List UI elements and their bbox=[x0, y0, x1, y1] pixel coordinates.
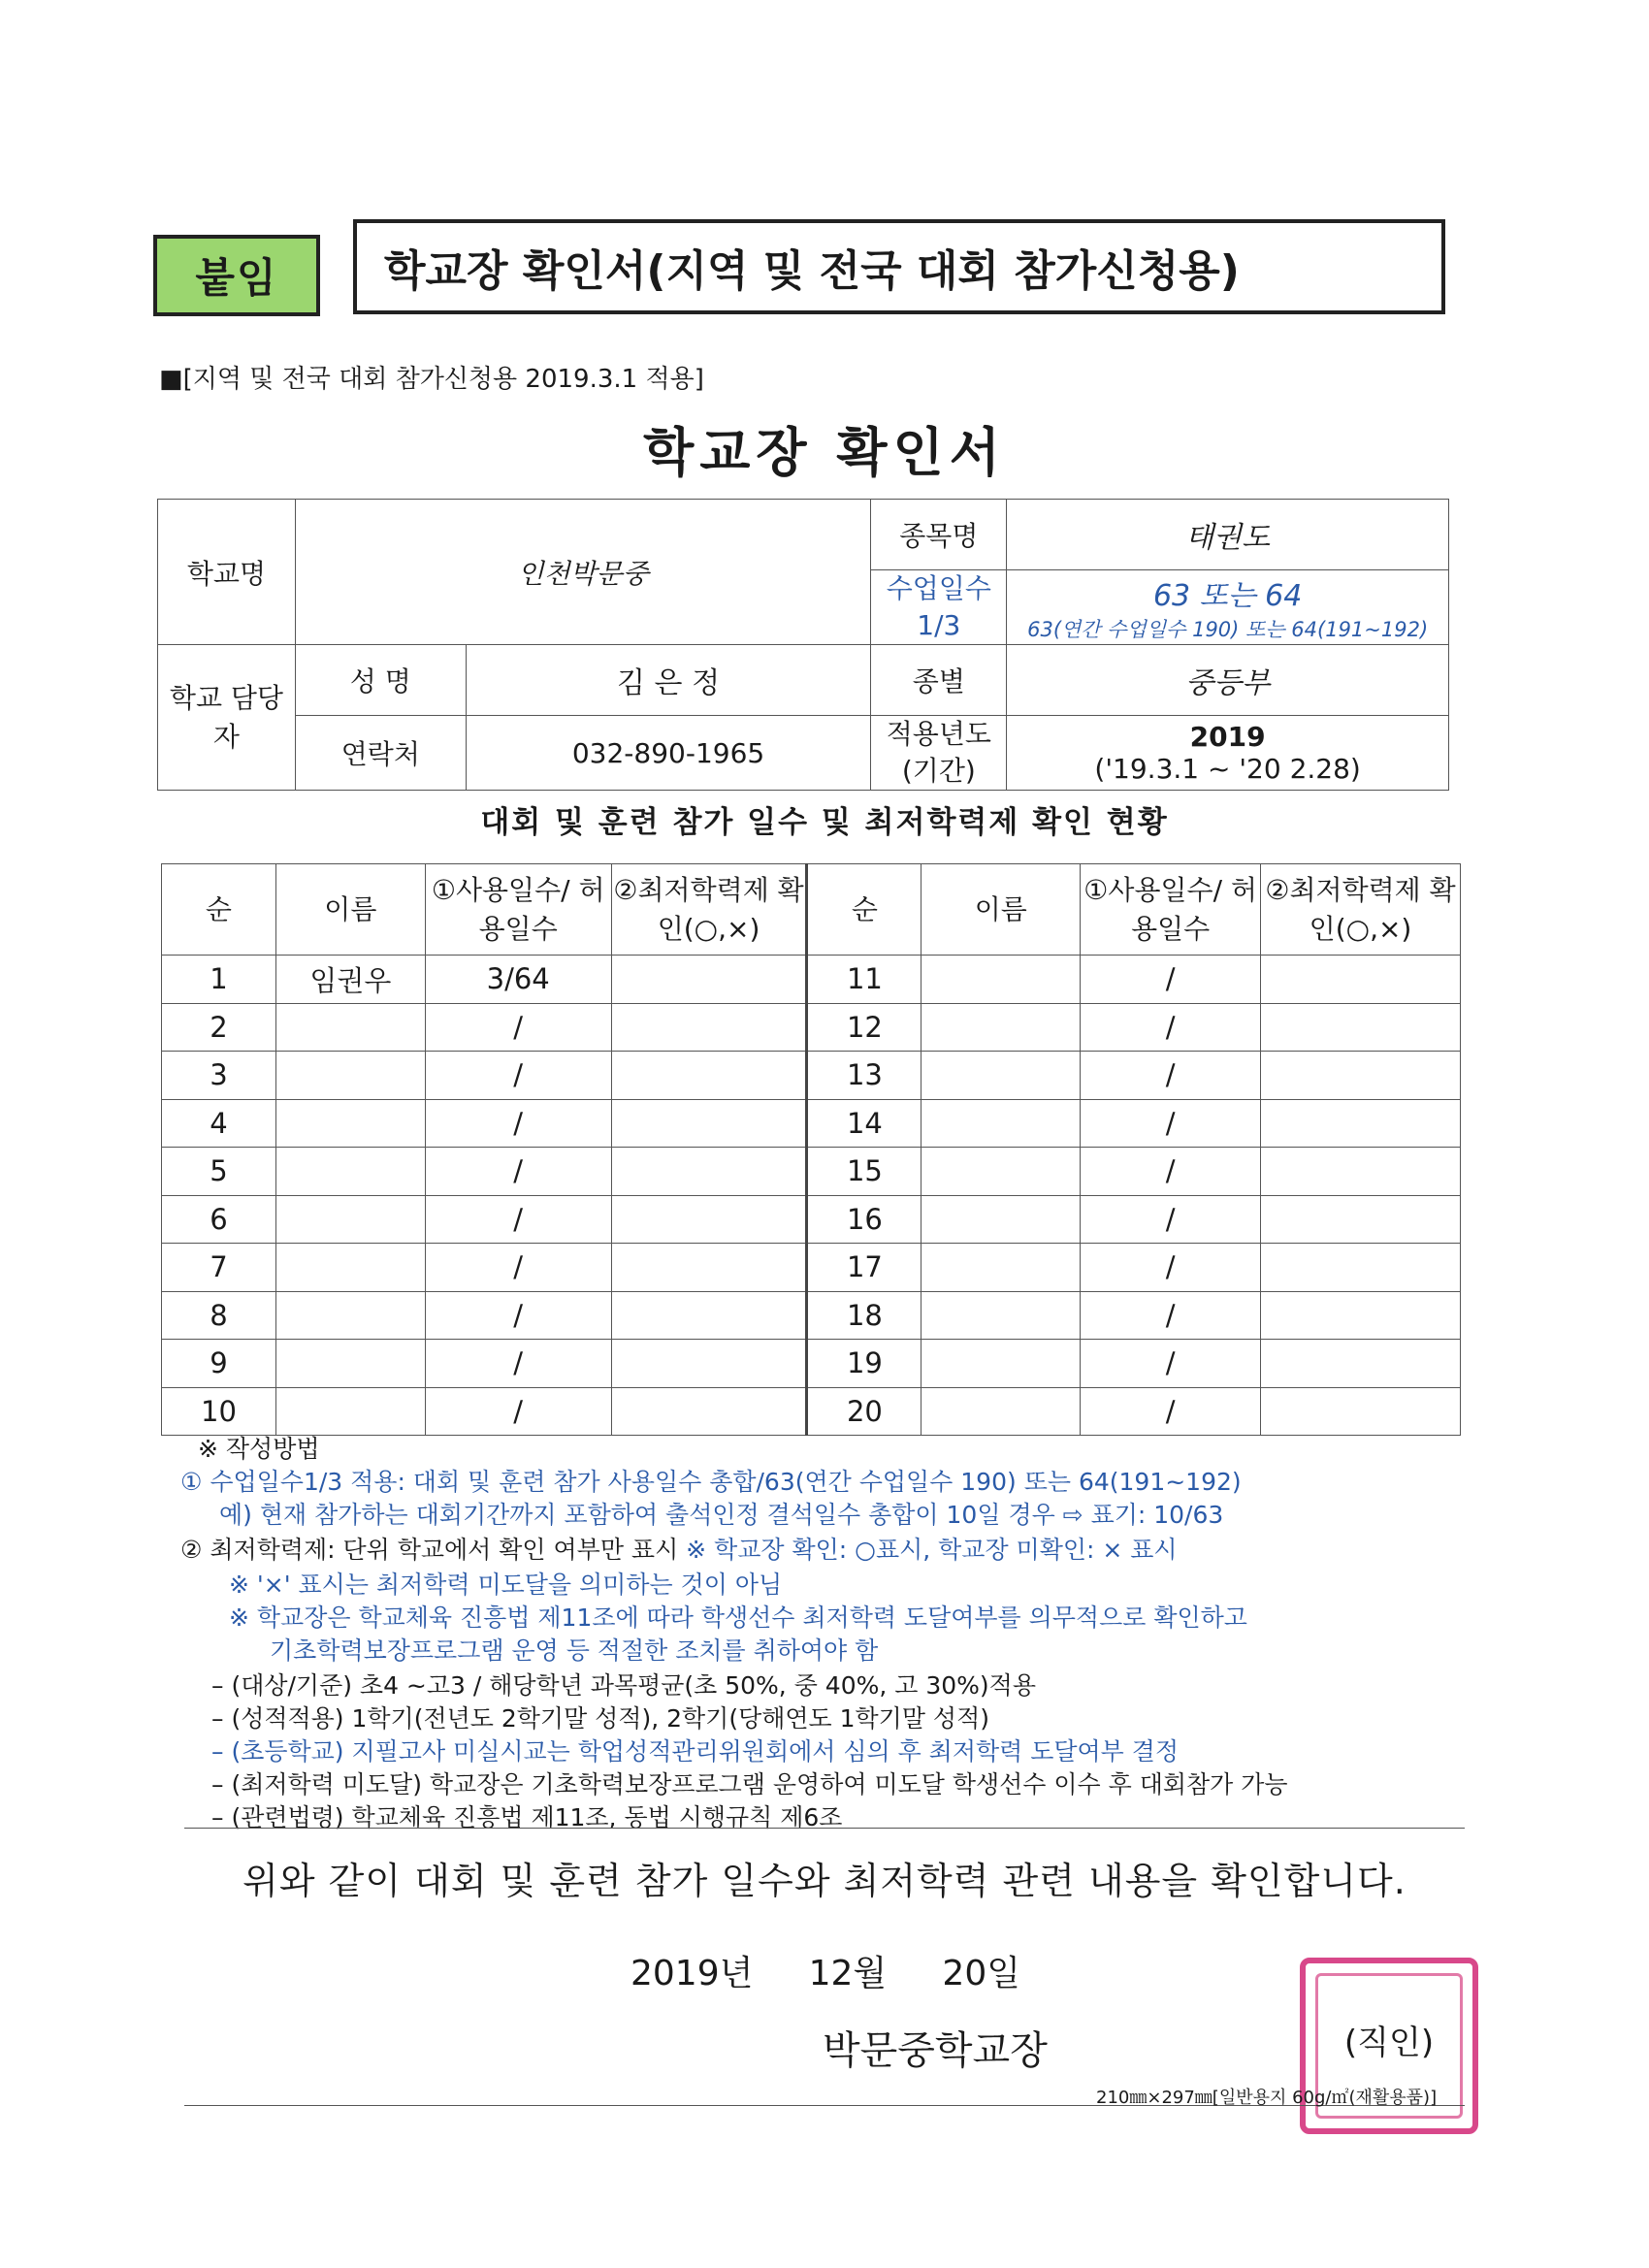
table-row bbox=[162, 1195, 1461, 1244]
row-days: / bbox=[1081, 1052, 1261, 1100]
note-3: ※ '×' 표시는 최저학력 미도달을 의미하는 것이 아님 bbox=[229, 1571, 783, 1599]
row-no: 19 bbox=[807, 1340, 922, 1388]
row-no: 7 bbox=[162, 1244, 276, 1292]
row-name bbox=[275, 1052, 425, 1100]
row-check bbox=[1261, 1340, 1461, 1388]
row-check bbox=[611, 1148, 807, 1196]
row-days: / bbox=[425, 1052, 611, 1100]
row-check bbox=[611, 1099, 807, 1148]
paper-spec: 210㎜×297㎜[일반용지 60g/㎡(재활용품)] bbox=[1096, 2088, 1438, 2108]
principal-name: 박문중학교장 bbox=[823, 2028, 1048, 2073]
row-no: 20 bbox=[807, 1387, 922, 1436]
year-value-main: 2019 bbox=[1189, 721, 1266, 753]
name-label: 성 명 bbox=[295, 645, 466, 716]
row-no: 16 bbox=[807, 1195, 922, 1244]
row-name bbox=[922, 1291, 1081, 1340]
col-no: 순 bbox=[162, 864, 276, 956]
row-days: / bbox=[425, 1291, 611, 1340]
days-value-detail: 63(연간 수업일수 190) 또는 64(191~192) bbox=[1027, 618, 1429, 641]
row-name bbox=[922, 1099, 1081, 1148]
col-no: 순 bbox=[807, 864, 922, 956]
row-check bbox=[1261, 1387, 1461, 1436]
table-row bbox=[162, 1244, 1461, 1292]
row-days: / bbox=[1081, 1003, 1261, 1052]
table-row bbox=[162, 1291, 1461, 1340]
row-name bbox=[922, 1387, 1081, 1436]
school-value: 인천박문중 bbox=[295, 500, 871, 645]
row-days: / bbox=[1081, 1195, 1261, 1244]
col-check: ②최저학력제 확인(○,×) bbox=[1261, 864, 1461, 956]
col-name: 이름 bbox=[275, 864, 425, 956]
note-2-principal: ※ 학교장 확인: ○표시, 학교장 미확인: × 표시 bbox=[686, 1536, 1178, 1564]
col-name: 이름 bbox=[922, 864, 1081, 956]
note-2-text: ② 최저학력제: 단위 학교에서 확인 여부만 표시 bbox=[180, 1536, 679, 1564]
applicable-date-line: ■[지역 및 전국 대회 참가신청용 2019.3.1 적용] bbox=[159, 365, 704, 394]
division-label: 종별 bbox=[871, 645, 1007, 716]
attachment-tag: 붙임 bbox=[153, 235, 320, 316]
row-check bbox=[1261, 1195, 1461, 1244]
row-no: 1 bbox=[162, 956, 276, 1004]
manager-label: 학교 담당자 bbox=[158, 645, 296, 791]
row-days: / bbox=[425, 1099, 611, 1148]
table-row bbox=[162, 1340, 1461, 1388]
row-check bbox=[1261, 1244, 1461, 1292]
row-days: / bbox=[425, 1003, 611, 1052]
row-no: 18 bbox=[807, 1291, 922, 1340]
contact-label: 연락처 bbox=[295, 716, 466, 791]
row-name bbox=[275, 1244, 425, 1292]
row-name bbox=[922, 956, 1081, 1004]
school-label: 학교명 bbox=[158, 500, 296, 645]
row-no: 13 bbox=[807, 1052, 922, 1100]
row-name bbox=[275, 1099, 425, 1148]
row-days: / bbox=[1081, 1387, 1261, 1436]
row-days: / bbox=[425, 1148, 611, 1196]
row-check bbox=[1261, 1052, 1461, 1100]
table-row bbox=[162, 1148, 1461, 1196]
row-check bbox=[611, 1387, 807, 1436]
detail-law: – (관련법령) 학교체육 진흥법 제11조, 동법 시행규칙 제6조 bbox=[211, 1803, 843, 1831]
detail-grades: – (성적적용) 1학기(전년도 2학기말 성적), 2학기(당해연도 1학기말 성적) bbox=[211, 1704, 989, 1733]
division-value: 중등부 bbox=[1007, 645, 1449, 716]
row-check bbox=[1261, 1003, 1461, 1052]
col-check: ②최저학력제 확인(○,×) bbox=[611, 864, 807, 956]
document-title: 학교장 확인서 bbox=[643, 422, 1006, 483]
note-4-cont: 기초학력보장프로그램 운영 등 적절한 조치를 취하여야 함 bbox=[270, 1636, 879, 1665]
row-name bbox=[922, 1244, 1081, 1292]
row-name bbox=[275, 1148, 425, 1196]
row-name bbox=[275, 1387, 425, 1436]
name-value: 김 은 정 bbox=[466, 645, 871, 716]
row-days: / bbox=[1081, 1340, 1261, 1388]
summary-title: 대회 및 훈련 참가 일수 및 최저학력제 확인 현황 bbox=[480, 805, 1169, 840]
detail-target: – (대상/기준) 초4 ~고3 / 해당학년 과목평균(초 50%, 중 40%, 고 30%)적용 bbox=[211, 1671, 1036, 1700]
row-name bbox=[275, 1291, 425, 1340]
closing-statement: 위와 같이 대회 및 훈련 참가 일수와 최저학력 관련 내용을 확인합니다. bbox=[242, 1860, 1406, 1902]
note-1-example: 예) 현재 참가하는 대회기간까지 포함하여 출석인정 결석일수 총합이 10일 경우 ⇨ 표기: 10/63 bbox=[219, 1501, 1224, 1529]
row-days: / bbox=[425, 1244, 611, 1292]
row-name bbox=[922, 1148, 1081, 1196]
seal-label: (직인) bbox=[1343, 2024, 1435, 2062]
row-check bbox=[611, 956, 807, 1004]
row-days: / bbox=[425, 1195, 611, 1244]
row-no: 17 bbox=[807, 1244, 922, 1292]
row-name bbox=[922, 1195, 1081, 1244]
table-row bbox=[162, 1099, 1461, 1148]
issue-date: 2019년 12월 20일 bbox=[630, 1954, 1020, 1993]
table-row bbox=[162, 1003, 1461, 1052]
days-value-main: 63 또는 64 bbox=[1152, 579, 1303, 613]
row-no: 4 bbox=[162, 1099, 276, 1148]
days-value bbox=[1007, 570, 1449, 645]
row-no: 3 bbox=[162, 1052, 276, 1100]
sport-label: 종목명 bbox=[871, 500, 1007, 570]
table-row bbox=[162, 1387, 1461, 1436]
row-check bbox=[1261, 1291, 1461, 1340]
divider bbox=[184, 1828, 1465, 1829]
row-name bbox=[922, 1340, 1081, 1388]
col-days: ①사용일수/ 허용일수 bbox=[1081, 864, 1261, 956]
info-table bbox=[157, 499, 1449, 791]
row-no: 15 bbox=[807, 1148, 922, 1196]
year-value-period: ('19.3.1 ~ '20 2.28) bbox=[1094, 753, 1361, 785]
row-days: / bbox=[1081, 956, 1261, 1004]
note-4: ※ 학교장은 학교체육 진흥법 제11조에 따라 학생선수 최저학력 도달여부를 의무적으로 확인하고 bbox=[229, 1604, 1247, 1632]
days-label: 수업일수 1/3 bbox=[871, 570, 1007, 645]
row-no: 6 bbox=[162, 1195, 276, 1244]
detail-unmet: – (최저학력 미도달) 학교장은 기초학력보장프로그램 운영하여 미도달 학생선수 이수 후 대회참가 가능 bbox=[211, 1770, 1288, 1798]
row-days: / bbox=[1081, 1291, 1261, 1340]
participation-table bbox=[161, 863, 1461, 1436]
row-no: 14 bbox=[807, 1099, 922, 1148]
row-name: 임권우 bbox=[275, 956, 425, 1004]
detail-elementary: – (초등학교) 지필고사 미실시교는 학업성적관리위원회에서 심의 후 최저학력 도달여부 결정 bbox=[211, 1737, 1180, 1766]
row-check bbox=[611, 1195, 807, 1244]
row-check bbox=[1261, 956, 1461, 1004]
row-check bbox=[611, 1291, 807, 1340]
row-check bbox=[611, 1003, 807, 1052]
row-no: 12 bbox=[807, 1003, 922, 1052]
notes-heading: ※ 작성방법 bbox=[198, 1435, 320, 1463]
row-no: 10 bbox=[162, 1387, 276, 1436]
note-2 bbox=[180, 1531, 1178, 1566]
row-name bbox=[275, 1195, 425, 1244]
row-no: 2 bbox=[162, 1003, 276, 1052]
row-no: 5 bbox=[162, 1148, 276, 1196]
row-check bbox=[611, 1340, 807, 1388]
year-label: 적용년도 (기간) bbox=[871, 716, 1007, 791]
sport-value: 태권도 bbox=[1007, 500, 1449, 570]
row-days: / bbox=[1081, 1148, 1261, 1196]
row-check bbox=[611, 1052, 807, 1100]
row-days: / bbox=[425, 1340, 611, 1388]
row-days: / bbox=[425, 1387, 611, 1436]
col-days: ①사용일수/ 허용일수 bbox=[425, 864, 611, 956]
row-name bbox=[922, 1003, 1081, 1052]
row-no: 11 bbox=[807, 956, 922, 1004]
row-name bbox=[275, 1003, 425, 1052]
row-no: 9 bbox=[162, 1340, 276, 1388]
row-no: 8 bbox=[162, 1291, 276, 1340]
row-check bbox=[611, 1244, 807, 1292]
year-value bbox=[1007, 716, 1449, 791]
table-row bbox=[162, 956, 1461, 1004]
table-row bbox=[162, 1052, 1461, 1100]
row-days: 3/64 bbox=[425, 956, 611, 1004]
header-title: 학교장 확인서(지역 및 전국 대회 참가신청용) bbox=[353, 219, 1445, 314]
row-name bbox=[275, 1340, 425, 1388]
contact-value: 032-890-1965 bbox=[466, 716, 871, 791]
row-check bbox=[1261, 1099, 1461, 1148]
row-check bbox=[1261, 1148, 1461, 1196]
row-name bbox=[922, 1052, 1081, 1100]
row-days: / bbox=[1081, 1244, 1261, 1292]
row-days: / bbox=[1081, 1099, 1261, 1148]
note-1: ① 수업일수1/3 적용: 대회 및 훈련 참가 사용일수 총합/63(연간 수업일수 190) 또는 64(191~192) bbox=[180, 1468, 1242, 1496]
